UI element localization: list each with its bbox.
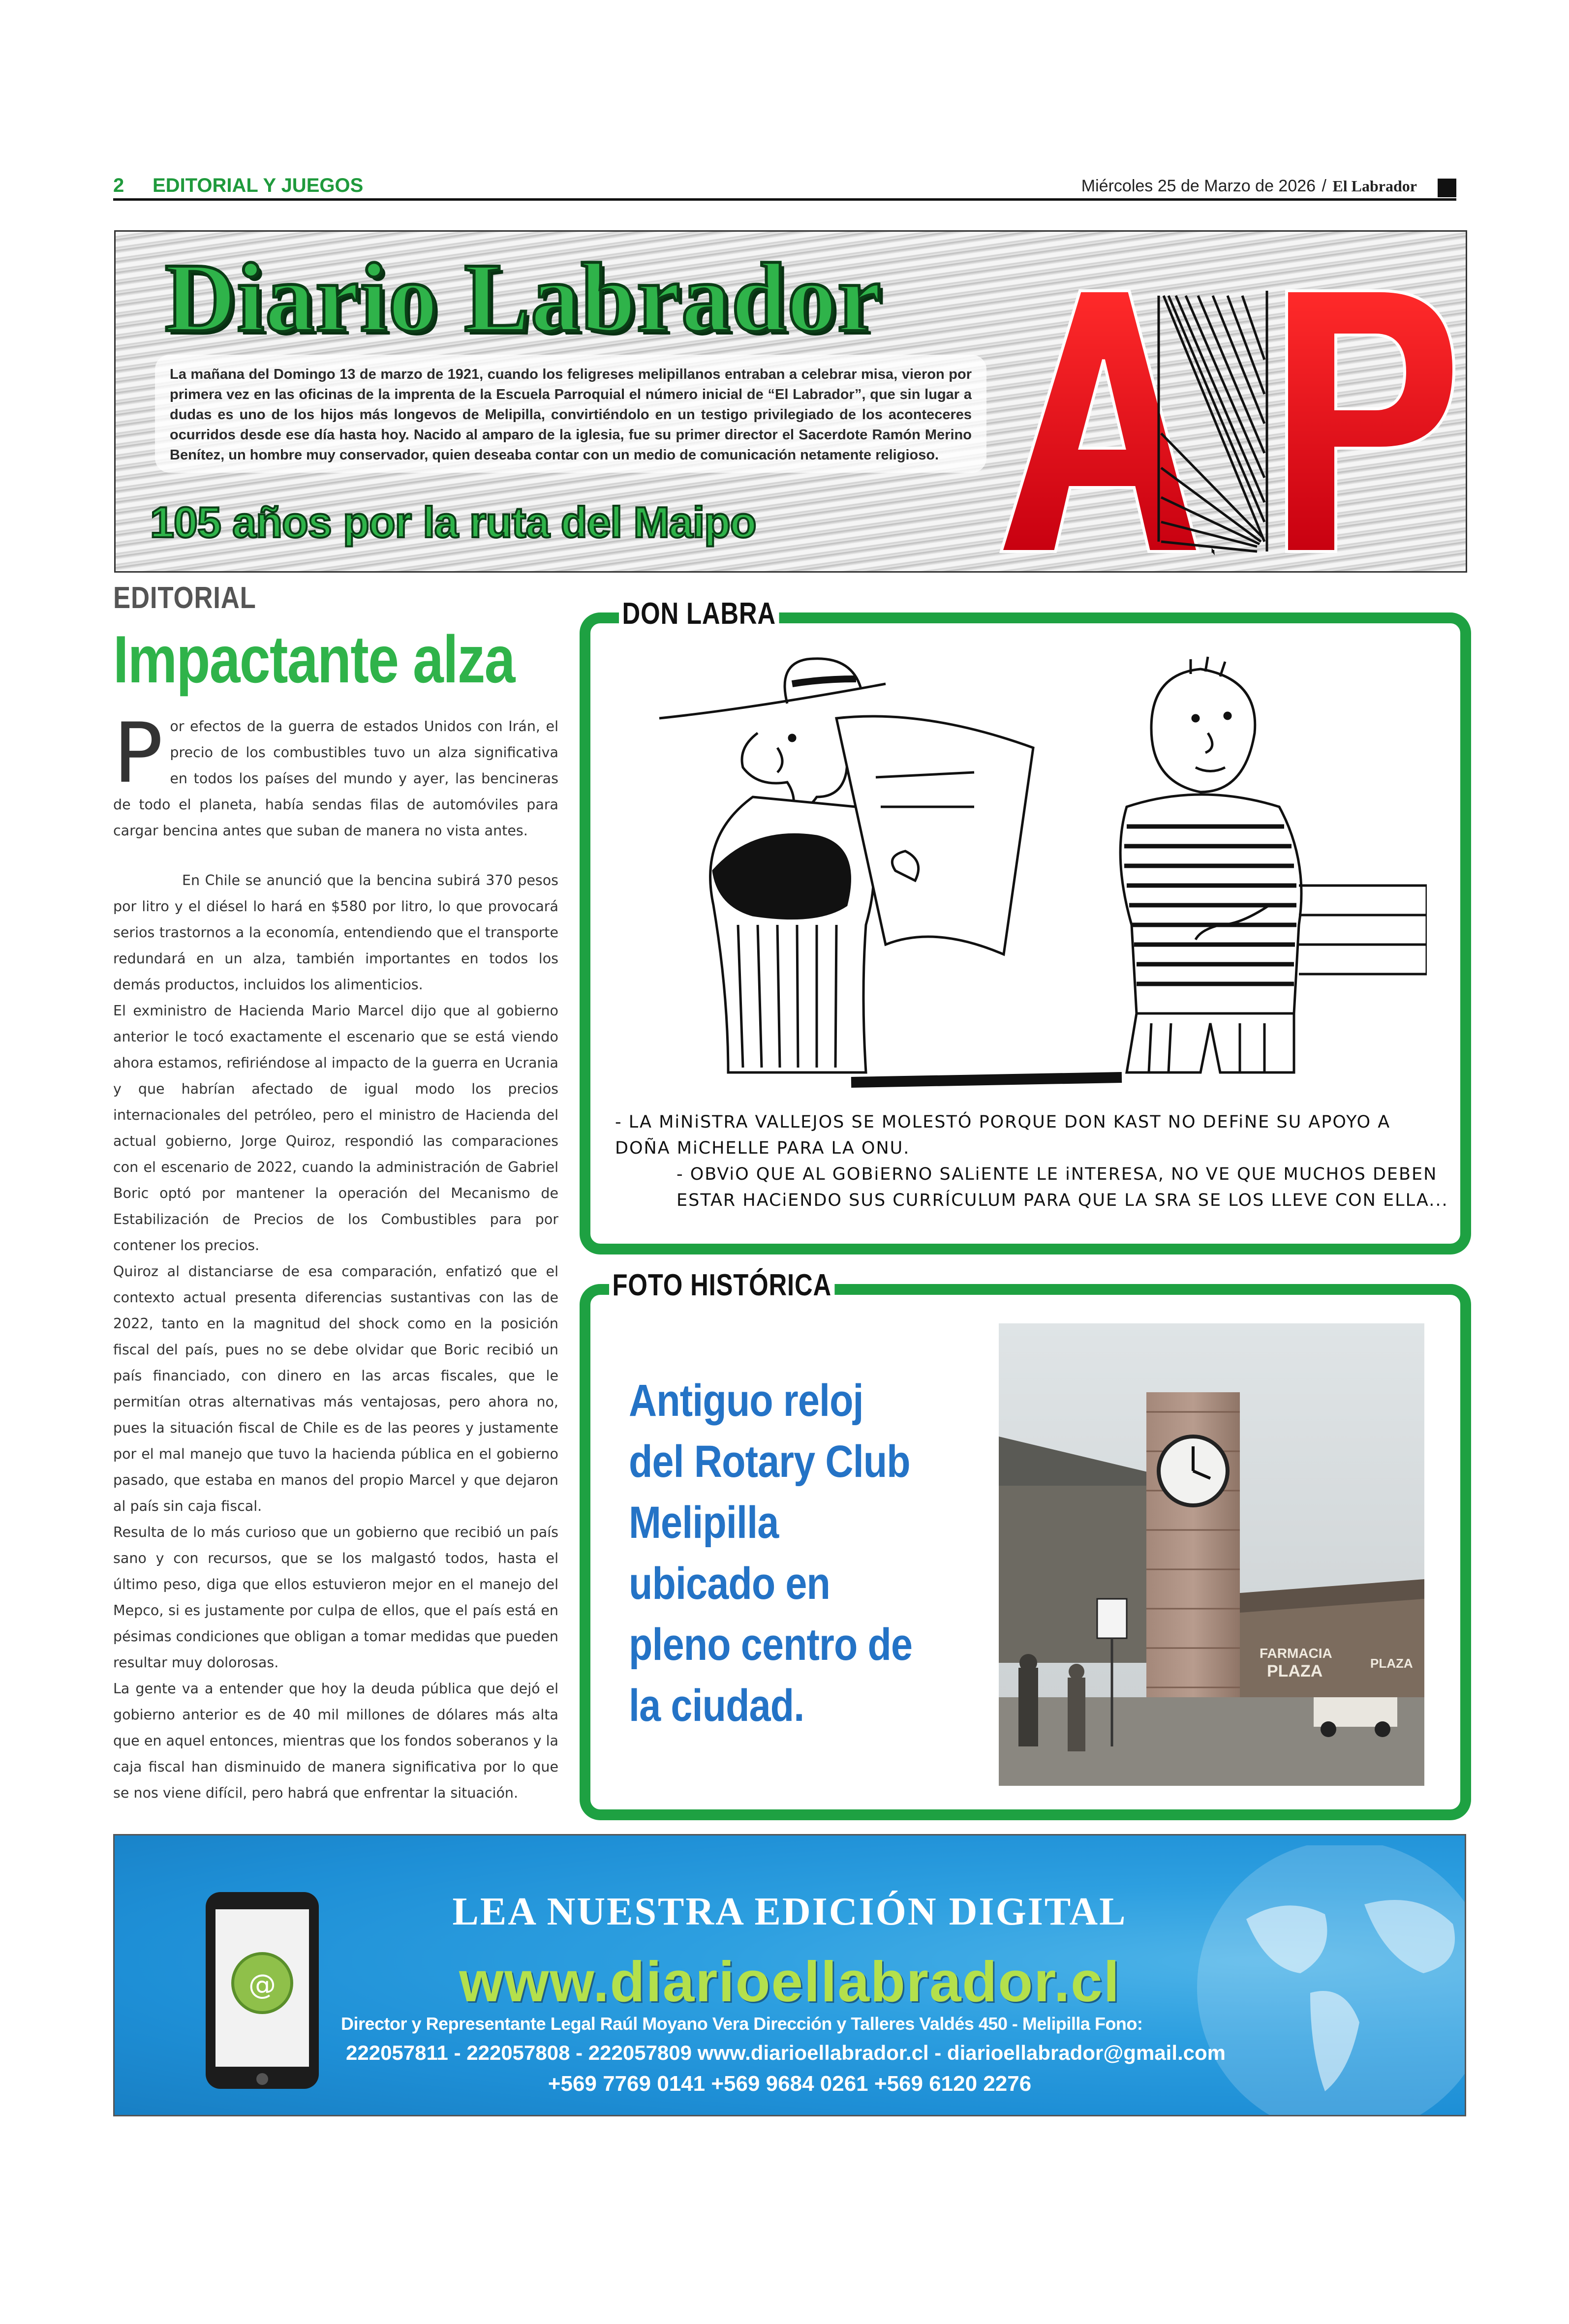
banner-contact-line: Director y Representante Legal Raúl Moyano Vera Dirección y Talleres Valdés 450 - Melipilla Fono: bbox=[341, 2014, 1143, 2034]
foto-historica-caption: Antiguo reloj del Rotary Club Melipilla ubicado en pleno centro de la ciudad. bbox=[629, 1376, 913, 1731]
cartoon-caption bbox=[615, 1109, 1451, 1214]
logo-text-p: P bbox=[1365, 551, 1366, 552]
header-date: Miércoles 25 de Marzo de 2026 bbox=[1081, 177, 1316, 195]
masthead-history: La mañana del Domingo 13 de marzo de 1921, cuando los feligreses melipillanos entraban a celebrar misa, vieron por primera vez en las oficinas de la imprenta de la Escuela Parroquial el número inicial de “El Labrador”, que sin lugar a dudas es uno de los hijos más longevos de Melipilla, convirtiéndolo en un testigo privilegiado de los aconteceres ocurridos desde ese día hasta hoy. Nacido al amparo de la iglesia, fue su primer director el Sacerdote Ramón Merino Benítez, un hombre muy conservador, quien deseaba contar con un medio de comunicación netamente religioso. bbox=[155, 355, 986, 473]
running-header bbox=[113, 175, 1456, 201]
banner-phone-line: +569 7769 0141 +569 9684 0261 +569 6120 2276 bbox=[548, 2072, 1032, 2096]
photo-person bbox=[1068, 1678, 1085, 1751]
banner-contact-line: 222057811 - 222057808 - 222057809 www.diarioellabrador.cl - diarioellabrador@gmail.com bbox=[346, 2041, 1226, 2064]
cartoon-man-figure bbox=[1120, 657, 1427, 1072]
anp-logo bbox=[991, 276, 1464, 561]
section-name: EDITORIAL Y JUEGOS bbox=[153, 175, 364, 196]
cartoon-dialogue-line: - OBViO QUE AL GOBiERNO SALiENTE LE iNTERESA, NO VE QUE MUCHOS DEBEN ESTAR HACiENDO SUS CURRÍCULUM PARA QUE LA SRA SE LOS LLEVE CON ELLA... bbox=[677, 1164, 1448, 1210]
header-separator: / bbox=[1322, 177, 1326, 195]
editorial-dropcap: P bbox=[113, 705, 163, 801]
cartoon-illustration bbox=[630, 649, 1427, 1092]
photo-left-building bbox=[999, 1486, 1161, 1663]
masthead-anniversary: 105 años por la ruta del Maipo bbox=[150, 498, 756, 547]
photo-person bbox=[1018, 1668, 1038, 1746]
page-number: 2 bbox=[113, 175, 124, 196]
editorial-title: Impactante alza bbox=[113, 622, 515, 697]
header-paper-name: El Labrador bbox=[1332, 177, 1417, 195]
tablet-at-symbol: @ bbox=[248, 1969, 276, 2001]
cartoon-ground-line bbox=[851, 1077, 1122, 1082]
digital-edition-banner bbox=[113, 1834, 1466, 2116]
photo-parking-sign bbox=[1097, 1599, 1127, 1638]
masthead bbox=[114, 230, 1467, 573]
editorial-paragraph: El exministro de Hacienda Mario Marcel dijo que al gobierno anterior le tocó exactamente el escenario que se está viendo ahora estamos, refiriéndose al impacto de la guerra en Ucrania y que habrían afectado de igual modo los precios internacionales del petróleo, pero el ministro de Hacienda del actual gobierno, Jorge Quiroz, respondió las comparaciones con el escenario de 2022, cuando la administración de Gabriel Boric optó por mantener la operación del Mecanismo de Estabilización de Precios de los Combustibles para por contener los precios. bbox=[113, 1003, 558, 1254]
don-labra-title: DON LABRA bbox=[619, 596, 779, 631]
cartoon-dialogue-line: - LA MiNiSTRA VALLEJOS SE MOLESTÓ PORQUE DON KAST NO DEFiNE SU APOYO A DOÑA MiCHELLE PARA LA ONU. bbox=[615, 1112, 1391, 1158]
historic-photo bbox=[999, 1323, 1424, 1786]
logo-letter-p bbox=[1287, 291, 1454, 552]
header-date-line bbox=[1081, 177, 1417, 196]
editorial-paragraph: En Chile se anunció que la bencina subirá 370 pesos por litro y el diésel lo hará en $580 por litro, lo que provocará serios trastornos a la economía, entendiendo que el transporte redundará en un alza, también importantes en todos los demás productos, incluidos los alimenticios. bbox=[113, 872, 558, 993]
banner-heading: LEA NUESTRA EDICIÓN DIGITAL bbox=[452, 1890, 1127, 1933]
photo-sign-plaza-small: PLAZA bbox=[1370, 1656, 1413, 1671]
cartoon-priest-figure bbox=[659, 659, 1033, 1072]
editorial-paragraph-text: or efectos de la guerra de estados Unidos con Irán, el precio de los combustibles tuvo un alza significativa en todos los países del mundo y ayer, las bencineras de todo el planeta, había sendas filas de automóviles para cargar bencina antes que suban de manera no vista antes. bbox=[113, 718, 558, 839]
editorial-paragraph bbox=[113, 705, 558, 844]
header-square-icon bbox=[1438, 179, 1456, 197]
banner-url-link[interactable]: www.diarioellabrador.cl bbox=[459, 1950, 1120, 2014]
editorial-paragraph: La gente va a entender que hoy la deuda pública que dejó el gobierno anterior es de 40 mil millones de dólares más alta que en aquel entonces, mientras que los fondos soberanos y la caja fiscal han disminuido de manera significativa por lo que se nos viene difícil, pero habrá que enfrentar la situación. bbox=[113, 1681, 558, 1801]
editorial-kicker: EDITORIAL bbox=[113, 581, 256, 615]
photo-sign-plaza: PLAZA bbox=[1267, 1662, 1323, 1681]
photo-sign-farmacia: FARMACIA bbox=[1260, 1646, 1332, 1661]
masthead-title: Diario Labrador bbox=[165, 244, 882, 352]
editorial-body bbox=[113, 705, 558, 1806]
logo-letter-a bbox=[1001, 291, 1198, 552]
foto-historica-title: FOTO HISTÓRICA bbox=[609, 1268, 835, 1303]
editorial-paragraph: Quiroz al distanciarse de esa comparación, enfatizó que el contexto actual presenta diferencias sustantivas con las de 2022, tanto en la magnitud del shock como en la posición fiscal del país, pues no se debe olvidar que Boric recibió un país financiado, con dinero en las arcas fiscales, que le permitían otras alternativas más ventajosas, pero ahora no, pues la situación fiscal de Chile es de las peores y justamente por el mal manejo que tuvo la hacienda pública en el gobierno pasado, que estaba en manos del propio Marcel y que dejaron al país sin caja fiscal. bbox=[113, 1263, 558, 1514]
editorial-paragraph: Resulta de lo más curioso que un gobierno que recibió un país sano y con recursos, que se los malgastó todos, hasta el último peso, diga que ellos estuvieron mejor en el manejo del Mepco, si es justamente por culpa de ellos, que el país está en pésimas condiciones que obligan a tomar medidas que pueden resultar muy dolorosas. bbox=[113, 1524, 558, 1671]
